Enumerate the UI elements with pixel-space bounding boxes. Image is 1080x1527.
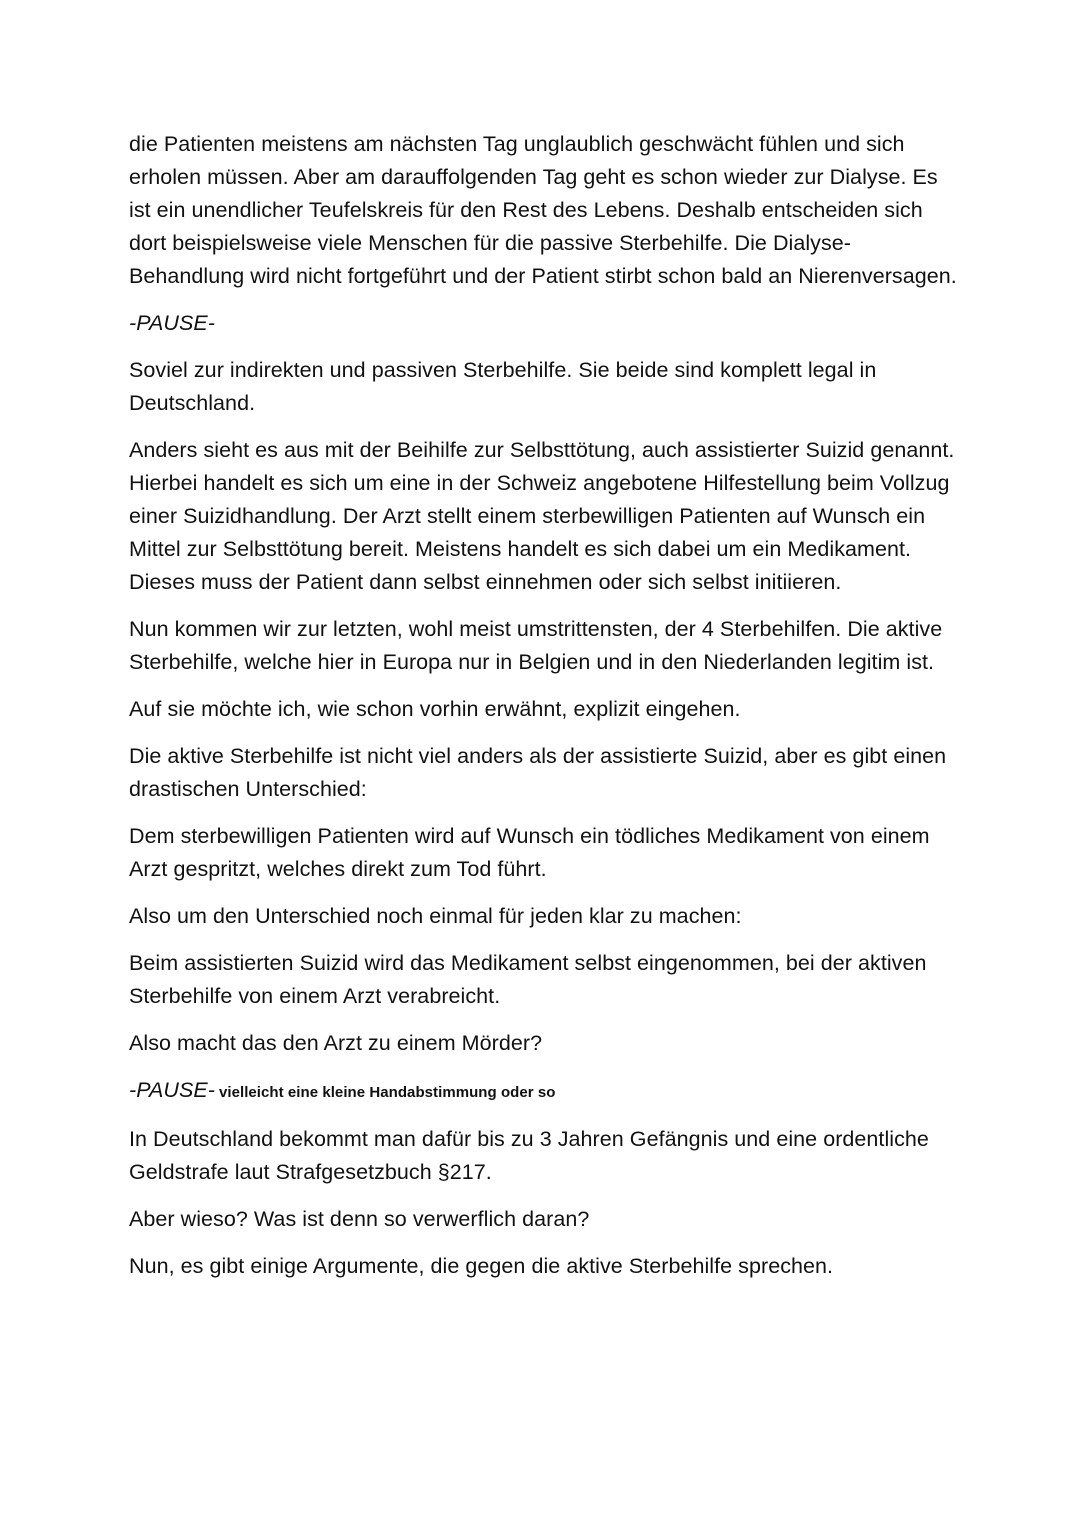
paragraph-injection: Dem sterbewilligen Patienten wird auf Wunsch ein tödliches Medikament von einem Arzt gespritzt, welches direkt zum Tod führt.: [129, 824, 930, 881]
paragraph-comparison: Beim assistierten Suizid wird das Medikament selbst eingenommen, bei der aktiven Sterbehilfe von einem Arzt verabreicht.: [129, 951, 927, 1008]
paragraph-arguments: Nun, es gibt einige Argumente, die gegen die aktive Sterbehilfe sprechen.: [129, 1254, 834, 1278]
paragraph-difference: Die aktive Sterbehilfe ist nicht viel anders als der assistierte Suizid, aber es gibt einen drastischen Unterschied:: [129, 744, 947, 801]
paragraph-clarify: Also um den Unterschied noch einmal für jeden klar zu machen:: [129, 904, 742, 928]
speaker-note: vielleicht eine kleine Handabstimmung oder so: [218, 1084, 556, 1101]
paragraph-germany-law: In Deutschland bekommt man dafür bis zu 3 Jahren Gefängnis und eine ordentliche Geldstrafe laut Strafgesetzbuch §217.: [129, 1127, 929, 1184]
paragraph-why: Aber wieso? Was ist denn so verwerflich daran?: [129, 1207, 590, 1231]
document-body: [129, 128, 959, 1297]
paragraph-dialysis: die Patienten meistens am nächsten Tag unglaublich geschwächt fühlen und sich erholen müssen. Aber am darauffolgenden Tag geht es schon wieder zur Dialyse. Es ist ein unendlicher Teufelskreis für den Rest des Lebens. Deshalb entscheiden sich dort beispielsweise viele Menschen für die passive Sterbehilfe. Die Dialyse-Behandlung wird nicht fortgeführt und der Patient stirbt schon bald an Nierenversagen.: [129, 132, 957, 288]
paragraph-active-euthanasia-intro: Nun kommen wir zur letzten, wohl meist umstrittensten, der 4 Sterbehilfen. Die aktive Sterbehilfe, welche hier in Europa nur in Belgien und in den Niederlanden legitim ist.: [129, 617, 943, 674]
pause-marker: -PAUSE-: [129, 1078, 215, 1102]
paragraph-assisted-suicide: Anders sieht es aus mit der Beihilfe zur Selbsttötung, auch assistierter Suizid genannt. Hierbei handelt es sich um eine in der Schweiz angebotene Hilfestellung beim Vollzug einer Suizidhandlung. Der Arzt stellt einem sterbewilligen Patienten auf Wunsch ein Mittel zur Selbsttötung bereit. Meistens handelt es sich dabei um ein Medikament. Dieses muss der Patient dann selbst einnehmen oder sich selbst initiieren.: [129, 438, 955, 594]
paragraph-explicit: Auf sie möchte ich, wie schon vorhin erwähnt, explizit eingehen.: [129, 697, 741, 721]
pause-marker: -PAUSE-: [129, 311, 215, 335]
paragraph-indirect-passive: Soviel zur indirekten und passiven Sterbehilfe. Sie beide sind komplett legal in Deutschland.: [129, 358, 877, 415]
paragraph-question: Also macht das den Arzt zu einem Mörder?: [129, 1031, 543, 1055]
pause-with-note: [129, 1074, 959, 1109]
